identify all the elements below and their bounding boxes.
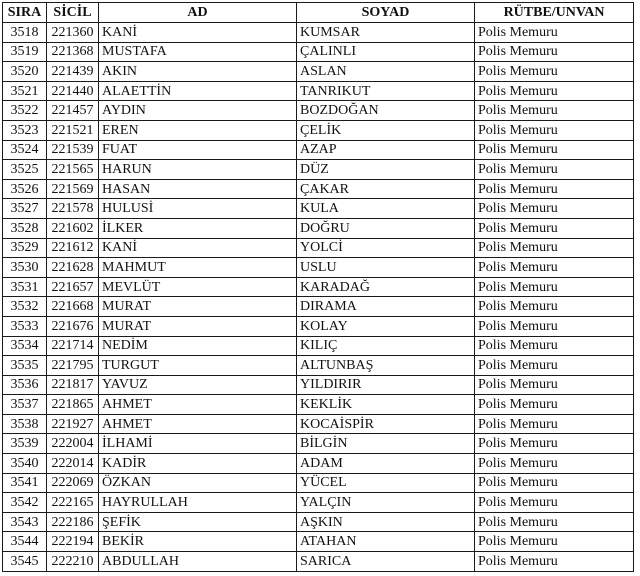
cell-sicil: 221539 <box>47 140 99 160</box>
cell-sira: 3540 <box>3 454 47 474</box>
cell-sira: 3525 <box>3 160 47 180</box>
cell-sicil: 221927 <box>47 414 99 434</box>
cell-ad: ÖZKAN <box>99 473 297 493</box>
table-row <box>3 512 634 532</box>
cell-sicil: 222165 <box>47 493 99 513</box>
table-row <box>3 258 634 278</box>
header-ad: AD <box>99 3 297 23</box>
cell-soyad: YILDIRIR <box>297 375 475 395</box>
cell-ad: İLHAMİ <box>99 434 297 454</box>
cell-rutbe: Polis Memuru <box>475 336 634 356</box>
table-row <box>3 199 634 219</box>
cell-soyad: KOLAY <box>297 316 475 336</box>
cell-sira: 3541 <box>3 473 47 493</box>
cell-rutbe: Polis Memuru <box>475 23 634 43</box>
cell-soyad: YALÇIN <box>297 493 475 513</box>
cell-rutbe: Polis Memuru <box>475 140 634 160</box>
cell-soyad: USLU <box>297 258 475 278</box>
cell-rutbe: Polis Memuru <box>475 395 634 415</box>
cell-ad: HASAN <box>99 179 297 199</box>
table-row <box>3 81 634 101</box>
table-row <box>3 434 634 454</box>
cell-ad: AYDIN <box>99 101 297 121</box>
cell-ad: MUSTAFA <box>99 42 297 62</box>
cell-ad: KADİR <box>99 454 297 474</box>
cell-rutbe: Polis Memuru <box>475 42 634 62</box>
cell-rutbe: Polis Memuru <box>475 356 634 376</box>
cell-sicil: 222210 <box>47 552 99 572</box>
cell-sicil: 221439 <box>47 62 99 82</box>
cell-rutbe: Polis Memuru <box>475 238 634 258</box>
cell-soyad: ADAM <box>297 454 475 474</box>
table-row <box>3 218 634 238</box>
cell-sira: 3537 <box>3 395 47 415</box>
cell-ad: ALAETTİN <box>99 81 297 101</box>
cell-rutbe: Polis Memuru <box>475 277 634 297</box>
cell-soyad: YOLCİ <box>297 238 475 258</box>
cell-sira: 3531 <box>3 277 47 297</box>
cell-ad: MURAT <box>99 297 297 317</box>
cell-soyad: ASLAN <box>297 62 475 82</box>
cell-sira: 3526 <box>3 179 47 199</box>
cell-sira: 3538 <box>3 414 47 434</box>
cell-ad: HAYRULLAH <box>99 493 297 513</box>
cell-ad: TURGUT <box>99 356 297 376</box>
cell-rutbe: Polis Memuru <box>475 552 634 572</box>
cell-sicil: 221865 <box>47 395 99 415</box>
cell-rutbe: Polis Memuru <box>475 179 634 199</box>
cell-ad: NEDİM <box>99 336 297 356</box>
cell-sira: 3534 <box>3 336 47 356</box>
cell-soyad: ÇAKAR <box>297 179 475 199</box>
cell-rutbe: Polis Memuru <box>475 297 634 317</box>
personnel-table <box>2 2 634 572</box>
cell-rutbe: Polis Memuru <box>475 454 634 474</box>
table-row <box>3 101 634 121</box>
cell-ad: YAVUZ <box>99 375 297 395</box>
cell-sicil: 221360 <box>47 23 99 43</box>
cell-sicil: 222004 <box>47 434 99 454</box>
header-sicil: SİCİL <box>47 3 99 23</box>
cell-rutbe: Polis Memuru <box>475 101 634 121</box>
cell-sira: 3545 <box>3 552 47 572</box>
cell-soyad: BİLGİN <box>297 434 475 454</box>
cell-rutbe: Polis Memuru <box>475 532 634 552</box>
cell-sicil: 222194 <box>47 532 99 552</box>
cell-sicil: 221668 <box>47 297 99 317</box>
cell-soyad: KEKLİK <box>297 395 475 415</box>
cell-sicil: 222186 <box>47 512 99 532</box>
cell-soyad: BOZDOĞAN <box>297 101 475 121</box>
cell-sicil: 222069 <box>47 473 99 493</box>
header-sira: SIRA <box>3 3 47 23</box>
table-row <box>3 395 634 415</box>
cell-ad: KANİ <box>99 238 297 258</box>
table-row <box>3 23 634 43</box>
cell-ad: AKIN <box>99 62 297 82</box>
cell-sicil: 221628 <box>47 258 99 278</box>
cell-sicil: 221565 <box>47 160 99 180</box>
cell-sira: 3524 <box>3 140 47 160</box>
cell-sicil: 221368 <box>47 42 99 62</box>
table-header-row <box>3 3 634 23</box>
cell-rutbe: Polis Memuru <box>475 62 634 82</box>
cell-ad: EREN <box>99 120 297 140</box>
table-row <box>3 316 634 336</box>
cell-soyad: AZAP <box>297 140 475 160</box>
table-row <box>3 454 634 474</box>
table-row <box>3 160 634 180</box>
cell-rutbe: Polis Memuru <box>475 120 634 140</box>
table-row <box>3 473 634 493</box>
table-row <box>3 120 634 140</box>
cell-rutbe: Polis Memuru <box>475 493 634 513</box>
cell-sicil: 221817 <box>47 375 99 395</box>
cell-sira: 3528 <box>3 218 47 238</box>
cell-rutbe: Polis Memuru <box>475 316 634 336</box>
cell-ad: FUAT <box>99 140 297 160</box>
table-row <box>3 493 634 513</box>
header-soyad: SOYAD <box>297 3 475 23</box>
cell-rutbe: Polis Memuru <box>475 81 634 101</box>
table-row <box>3 414 634 434</box>
cell-rutbe: Polis Memuru <box>475 512 634 532</box>
cell-ad: MURAT <box>99 316 297 336</box>
cell-ad: BEKİR <box>99 532 297 552</box>
cell-rutbe: Polis Memuru <box>475 375 634 395</box>
cell-ad: KANİ <box>99 23 297 43</box>
cell-sicil: 222014 <box>47 454 99 474</box>
cell-sicil: 221440 <box>47 81 99 101</box>
cell-sira: 3519 <box>3 42 47 62</box>
cell-ad: MAHMUT <box>99 258 297 278</box>
cell-sira: 3520 <box>3 62 47 82</box>
cell-sira: 3532 <box>3 297 47 317</box>
cell-soyad: ÇELİK <box>297 120 475 140</box>
cell-rutbe: Polis Memuru <box>475 473 634 493</box>
cell-ad: AHMET <box>99 395 297 415</box>
cell-ad: İLKER <box>99 218 297 238</box>
cell-soyad: KULA <box>297 199 475 219</box>
cell-sicil: 221612 <box>47 238 99 258</box>
cell-sicil: 221795 <box>47 356 99 376</box>
cell-ad: ŞEFİK <box>99 512 297 532</box>
cell-soyad: ÇALINLI <box>297 42 475 62</box>
table-row <box>3 238 634 258</box>
cell-rutbe: Polis Memuru <box>475 434 634 454</box>
cell-sicil: 221457 <box>47 101 99 121</box>
table-row <box>3 42 634 62</box>
cell-sira: 3530 <box>3 258 47 278</box>
cell-sira: 3535 <box>3 356 47 376</box>
table-row <box>3 356 634 376</box>
table-row <box>3 375 634 395</box>
cell-soyad: ALTUNBAŞ <box>297 356 475 376</box>
cell-soyad: DIRAMA <box>297 297 475 317</box>
cell-sicil: 221578 <box>47 199 99 219</box>
table-row <box>3 277 634 297</box>
cell-sira: 3536 <box>3 375 47 395</box>
cell-sira: 3522 <box>3 101 47 121</box>
cell-ad: HULUSİ <box>99 199 297 219</box>
cell-sicil: 221521 <box>47 120 99 140</box>
cell-rutbe: Polis Memuru <box>475 199 634 219</box>
cell-ad: AHMET <box>99 414 297 434</box>
cell-sicil: 221676 <box>47 316 99 336</box>
cell-soyad: KILIÇ <box>297 336 475 356</box>
table-body <box>3 23 634 572</box>
table-row <box>3 62 634 82</box>
cell-soyad: KUMSAR <box>297 23 475 43</box>
cell-soyad: ATAHAN <box>297 532 475 552</box>
cell-rutbe: Polis Memuru <box>475 258 634 278</box>
table-row <box>3 179 634 199</box>
cell-rutbe: Polis Memuru <box>475 160 634 180</box>
table-row <box>3 140 634 160</box>
header-rutbe: RÜTBE/UNVAN <box>475 3 634 23</box>
cell-sicil: 221602 <box>47 218 99 238</box>
table-row <box>3 532 634 552</box>
cell-sira: 3544 <box>3 532 47 552</box>
cell-soyad: DOĞRU <box>297 218 475 238</box>
cell-ad: MEVLÜT <box>99 277 297 297</box>
cell-sira: 3521 <box>3 81 47 101</box>
cell-sira: 3543 <box>3 512 47 532</box>
table-row <box>3 336 634 356</box>
cell-sicil: 221569 <box>47 179 99 199</box>
table-row <box>3 297 634 317</box>
cell-rutbe: Polis Memuru <box>475 218 634 238</box>
cell-soyad: SARICA <box>297 552 475 572</box>
cell-ad: HARUN <box>99 160 297 180</box>
cell-sira: 3518 <box>3 23 47 43</box>
cell-soyad: TANRIKUT <box>297 81 475 101</box>
cell-sicil: 221657 <box>47 277 99 297</box>
cell-ad: ABDULLAH <box>99 552 297 572</box>
cell-sira: 3523 <box>3 120 47 140</box>
cell-sira: 3542 <box>3 493 47 513</box>
table-row <box>3 552 634 572</box>
cell-rutbe: Polis Memuru <box>475 414 634 434</box>
cell-sira: 3539 <box>3 434 47 454</box>
cell-soyad: YÜCEL <box>297 473 475 493</box>
cell-soyad: KARADAĞ <box>297 277 475 297</box>
cell-soyad: DÜZ <box>297 160 475 180</box>
cell-soyad: AŞKIN <box>297 512 475 532</box>
cell-sira: 3529 <box>3 238 47 258</box>
cell-sicil: 221714 <box>47 336 99 356</box>
cell-soyad: KOCAİSPİR <box>297 414 475 434</box>
cell-sira: 3533 <box>3 316 47 336</box>
cell-sira: 3527 <box>3 199 47 219</box>
